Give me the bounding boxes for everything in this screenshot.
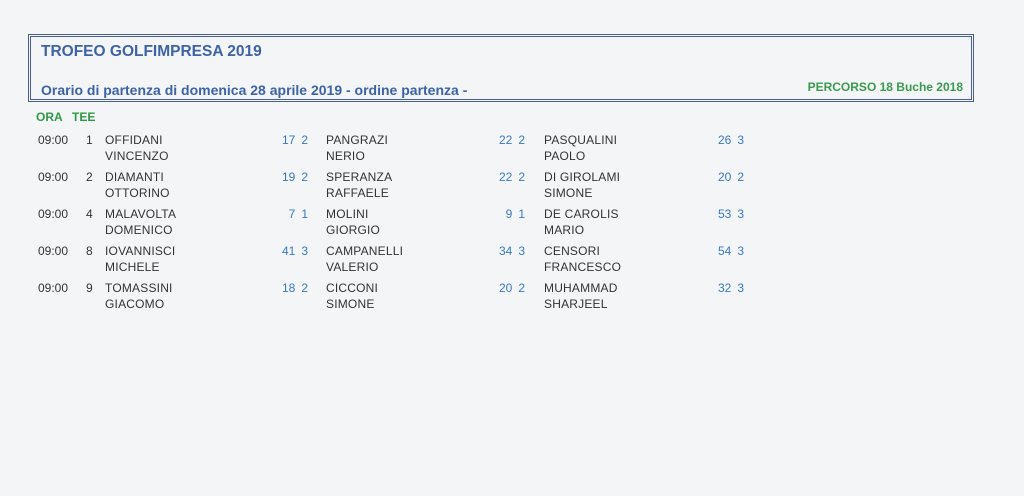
player-name [326,132,388,164]
player-first-name: MARIO [544,223,585,237]
category-value: 2 [518,281,525,295]
player-last-name: CICCONI [326,281,379,295]
tee-number: 1 [86,133,93,147]
column-header-tee: TEE [72,110,96,124]
player-last-name: MUHAMMAD [544,281,618,295]
category-value: 3 [301,244,308,258]
player-last-name: DIAMANTI [105,170,164,184]
column-header-time: ORA [36,110,63,124]
table-row [0,280,1024,316]
table-row [0,169,1024,205]
header-box [28,34,974,102]
player-handicap [704,280,744,296]
player-handicap [704,243,744,259]
player-name [105,132,169,164]
player-last-name: CAMPANELLI [326,244,404,258]
player-last-name: MOLINI [326,207,369,221]
player-last-name: DE CAROLIS [544,207,619,221]
player-last-name: TOMASSINI [105,281,173,295]
handicap-value: 22 [498,133,513,147]
start-time: 09:00 [38,133,69,147]
player-first-name: GIACOMO [105,297,165,311]
table-row [0,132,1024,168]
player-first-name: SHARJEEL [544,297,608,311]
player-handicap [485,206,525,222]
player-name [105,169,170,201]
category-value: 3 [737,281,744,295]
player-name [544,280,618,312]
category-value: 2 [518,133,525,147]
category-value: 2 [737,170,744,184]
player-first-name: NERIO [326,149,366,163]
player-first-name: PAOLO [544,149,586,163]
player-handicap [704,132,744,148]
category-value: 3 [737,133,744,147]
handicap-value: 18 [281,281,296,295]
category-value: 2 [301,133,308,147]
player-handicap [704,206,744,222]
handicap-value: 53 [717,207,732,221]
player-last-name: DI GIROLAMI [544,170,621,184]
player-name [105,206,176,238]
category-value: 1 [301,207,308,221]
player-last-name: IOVANNISCI [105,244,176,258]
category-value: 3 [737,244,744,258]
category-value: 3 [737,207,744,221]
table-row [0,243,1024,279]
player-last-name: OFFIDANI [105,133,163,147]
player-name [544,169,620,201]
category-value: 2 [301,281,308,295]
player-handicap [268,132,308,148]
player-last-name: CENSORI [544,244,601,258]
table-row [0,206,1024,242]
start-time: 09:00 [38,244,69,258]
category-value: 2 [518,170,525,184]
player-first-name: MICHELE [105,260,160,274]
handicap-value: 20 [498,281,513,295]
player-last-name: PASQUALINI [544,133,618,147]
player-handicap [268,243,308,259]
handicap-value: 9 [505,207,513,221]
handicap-value: 26 [717,133,732,147]
player-last-name: SPERANZA [326,170,393,184]
start-time: 09:00 [38,207,69,221]
tee-number: 9 [86,281,93,295]
player-first-name: VINCENZO [105,149,169,163]
player-name [326,169,392,201]
player-name [105,280,173,312]
handicap-value: 54 [717,244,732,258]
category-value: 2 [301,170,308,184]
player-last-name: MALAVOLTA [105,207,177,221]
tee-number: 4 [86,207,93,221]
player-first-name: SIMONE [544,186,593,200]
tee-number: 8 [86,244,93,258]
player-name [544,132,617,164]
player-name [105,243,175,275]
player-handicap [485,243,525,259]
player-first-name: FRANCESCO [544,260,622,274]
player-handicap [268,206,308,222]
handicap-value: 19 [281,170,296,184]
document-title: TROFEO GOLFIMPRESA 2019 [41,43,262,60]
player-handicap [268,169,308,185]
player-first-name: DOMENICO [105,223,173,237]
course-label: PERCORSO 18 Buche 2018 [807,80,963,94]
handicap-value: 41 [281,244,296,258]
player-handicap [268,280,308,296]
start-time: 09:00 [38,281,69,295]
player-first-name: SIMONE [326,297,375,311]
handicap-value: 22 [498,170,513,184]
handicap-value: 20 [717,170,732,184]
player-name [544,243,621,275]
category-value: 3 [518,244,525,258]
player-name [326,206,380,238]
start-time: 09:00 [38,170,69,184]
player-handicap [485,169,525,185]
handicap-value: 17 [281,133,296,147]
player-first-name: VALERIO [326,260,379,274]
document-subtitle: Orario di partenza di domenica 28 aprile 2019 - ordine partenza - [41,82,468,98]
player-name [544,206,619,238]
player-name [326,243,403,275]
player-handicap [485,132,525,148]
handicap-value: 32 [717,281,732,295]
player-handicap [485,280,525,296]
player-name [326,280,378,312]
player-handicap [704,169,744,185]
player-first-name: RAFFAELE [326,186,389,200]
player-first-name: GIORGIO [326,223,381,237]
handicap-value: 34 [498,244,513,258]
handicap-value: 7 [288,207,296,221]
player-last-name: PANGRAZI [326,133,389,147]
category-value: 1 [518,207,525,221]
player-first-name: OTTORINO [105,186,170,200]
tee-number: 2 [86,170,93,184]
